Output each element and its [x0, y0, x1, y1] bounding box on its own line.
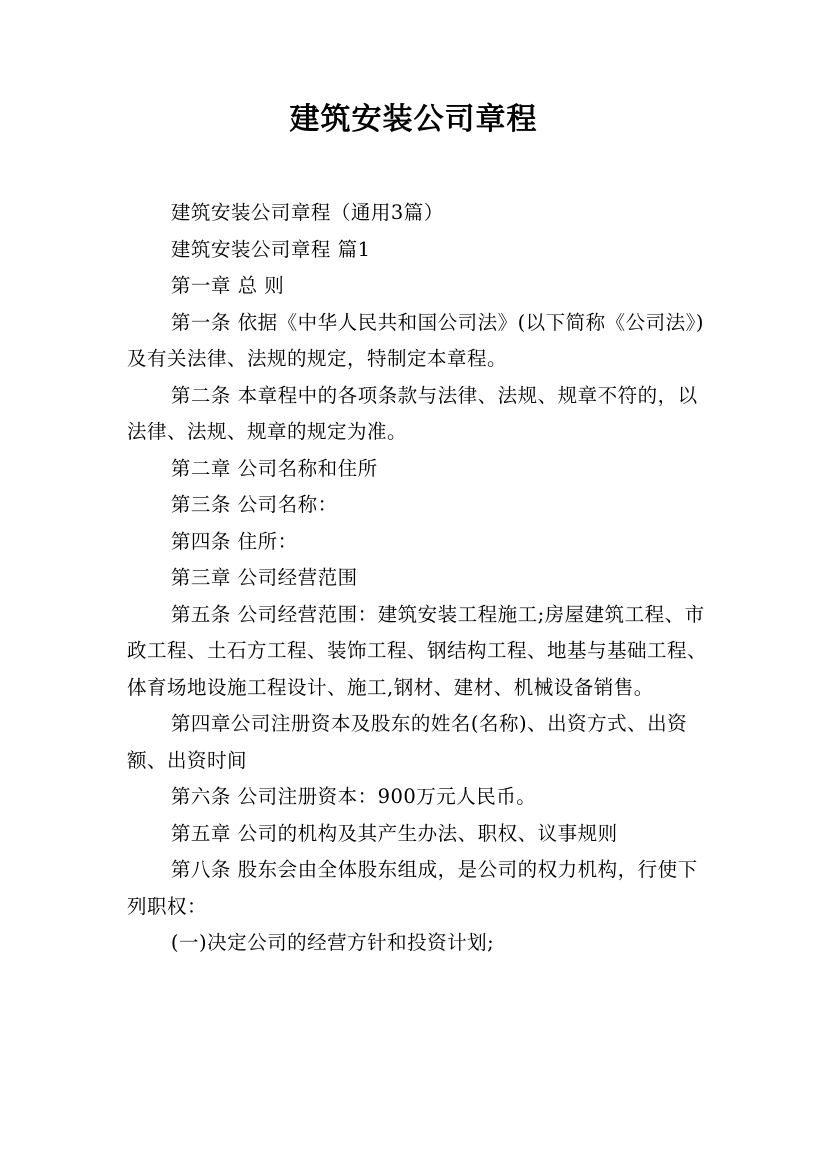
article-4: 第四条 住所：: [170, 529, 298, 553]
article-2: 第二条 本章程中的各项条款与法律、法规、规章不符的，以法律、法规、规章的规定为准。: [127, 383, 698, 443]
chapter-heading-1: 第一章 总 则: [170, 274, 285, 297]
paragraph-subtitle: 建筑安装公司章程（通用3篇）: [170, 201, 444, 224]
article-6: 第六条 公司注册资本：900万元人民币。: [170, 785, 537, 808]
article-5: 第五条 公司经营范围：建筑安装工程施工;房屋建筑工程、市政工程、土石方工程、装饰工程、钢结构工程、地基与基础工程、体育场地设施工程设计、施工,钢材、建材、机械设备销售。: [127, 602, 708, 699]
article-8-item-1: (一)决定公司的经营方针和投资计划;: [170, 931, 495, 954]
document-body: [127, 195, 717, 962]
chapter-heading-3: 第三章 公司经营范围: [170, 566, 358, 589]
document-title: 建筑安装公司章程: [289, 102, 538, 137]
article-3: 第三条 公司名称：: [170, 493, 338, 516]
chapter-heading-4: 第四章公司注册资本及股东的姓名(名称)、出资方式、出资额、出资时间: [127, 712, 688, 772]
chapter-heading-2: 第二章 公司名称和住所: [170, 456, 378, 480]
article-1: 第一条 依据《中华人民共和国公司法》(以下简称《公司法》)及有关法律、法规的规定，特制定本章程。: [127, 310, 705, 370]
chapter-heading-5: 第五章 公司的机构及其产生办法、职权、议事规则: [170, 821, 618, 845]
article-8: 第八条 股东会由全体股东组成，是公司的权力机构，行使下列职权：: [127, 858, 698, 918]
paragraph-part-heading: 建筑安装公司章程 篇1: [170, 237, 371, 261]
